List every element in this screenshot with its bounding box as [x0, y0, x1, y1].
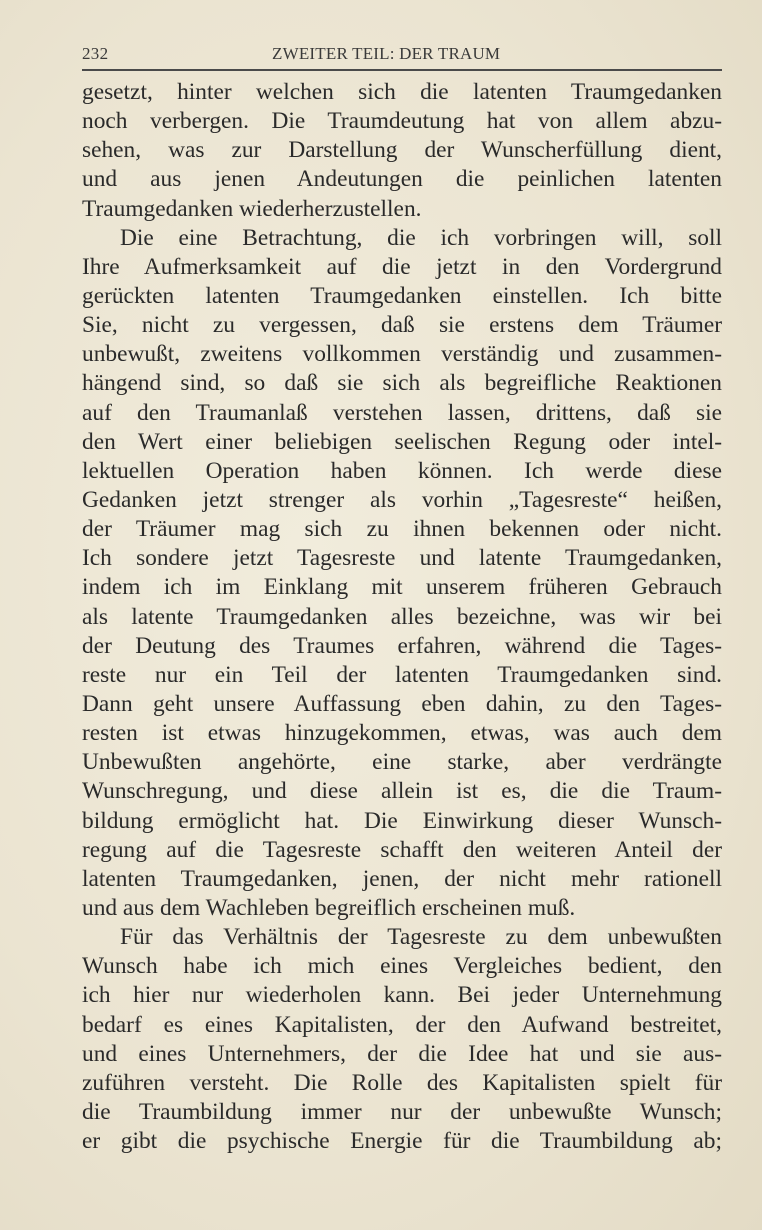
- text-line: lektuellen Operation haben können. Ich werde diese: [82, 457, 722, 484]
- text-line: zuführen versteht. Die Rolle des Kapitalisten spielt für: [82, 1069, 722, 1096]
- text-line: Wunschregung, und diese allein ist es, die die Traum-: [82, 778, 722, 805]
- text-line: regung auf die Tagesreste schafft den weiteren Anteil der: [82, 836, 722, 863]
- text-line: ich hier nur wiederholen kann. Bei jeder Unternehmung: [82, 982, 722, 1009]
- book-page: [82, 42, 722, 1155]
- text-line: unbewußt, zweitens vollkommen verständig und zusammen-: [82, 341, 722, 368]
- running-head-title: ZWEITER TEIL: DER TRAUM: [272, 44, 501, 63]
- paragraph: [82, 224, 722, 923]
- text-line: Gedanken jetzt strenger als vorhin „Tagesreste“ heißen,: [82, 486, 722, 513]
- text-line: Unbewußten angehörte, eine starke, aber verdrängte: [82, 749, 722, 776]
- page-number: 232: [82, 44, 109, 63]
- text-line: Dann geht unsere Auffassung eben dahin, zu den Tages-: [82, 690, 722, 717]
- text-line: hängend sind, so daß sie sich als begreifliche Reaktionen: [82, 370, 722, 397]
- text-line: als latente Traumgedanken alles bezeichne, was wir bei: [82, 603, 722, 630]
- text-line: Sie, nicht zu vergessen, daß sie erstens dem Träumer: [82, 312, 722, 339]
- text-line: reste nur ein Teil der latenten Traumgedanken sind.: [82, 661, 722, 688]
- text-line: bildung ermöglicht hat. Die Einwirkung dieser Wunsch-: [82, 807, 722, 834]
- text-line: Die eine Betrachtung, die ich vorbringen will, soll: [120, 224, 722, 251]
- paragraph: [82, 78, 722, 224]
- body-text: [82, 78, 722, 1156]
- text-line: latenten Traumgedanken, jenen, der nicht mehr rationell: [82, 865, 722, 892]
- text-line: Wunsch habe ich mich eines Vergleiches bedient, den: [82, 953, 722, 980]
- text-line: die Traumbildung immer nur der unbewußte Wunsch;: [82, 1098, 722, 1125]
- text-line: der Deutung des Traumes erfahren, während die Tages-: [82, 632, 722, 659]
- text-line: Ich sondere jetzt Tagesreste und latente Traumgedanken,: [82, 545, 722, 572]
- text-line: gesetzt, hinter welchen sich die latenten Traumgedanken: [82, 79, 722, 105]
- text-line: und aus dem Wachleben begreiflich erscheinen muß.: [82, 894, 576, 921]
- text-line: resten ist etwas hinzugekommen, etwas, was auch dem: [82, 720, 722, 747]
- running-head: [82, 42, 722, 68]
- text-line: Für das Verhältnis der Tagesreste zu dem unbewußten: [120, 924, 722, 951]
- text-line: den Wert einer beliebigen seelischen Regung oder intel-: [82, 428, 722, 455]
- text-line: auf den Traumanlaß verstehen lassen, drittens, daß sie: [82, 399, 722, 426]
- header-rule: [82, 69, 722, 71]
- text-line: und aus jenen Andeutungen die peinlichen latenten: [82, 166, 722, 193]
- text-line: der Träumer mag sich zu ihnen bekennen oder nicht.: [82, 516, 722, 543]
- text-line: er gibt die psychische Energie für die Traumbildung ab;: [82, 1128, 722, 1155]
- text-line: bedarf es eines Kapitalisten, der den Aufwand bestreitet,: [82, 1011, 722, 1038]
- text-line: und eines Unternehmers, der die Idee hat und sie aus-: [82, 1040, 722, 1067]
- text-line: noch verbergen. Die Traumdeutung hat von allem abzu-: [82, 108, 722, 135]
- paragraph: [82, 923, 722, 1156]
- text-line: gerückten latenten Traumgedanken einstellen. Ich bitte: [82, 282, 722, 309]
- text-line: sehen, was zur Darstellung der Wunscherfüllung dient,: [82, 137, 722, 164]
- text-line: Traumgedanken wiederherzustellen.: [82, 195, 422, 222]
- text-line: indem ich im Einklang mit unserem früheren Gebrauch: [82, 574, 722, 601]
- text-line: Ihre Aufmerksamkeit auf die jetzt in den Vordergrund: [82, 253, 722, 280]
